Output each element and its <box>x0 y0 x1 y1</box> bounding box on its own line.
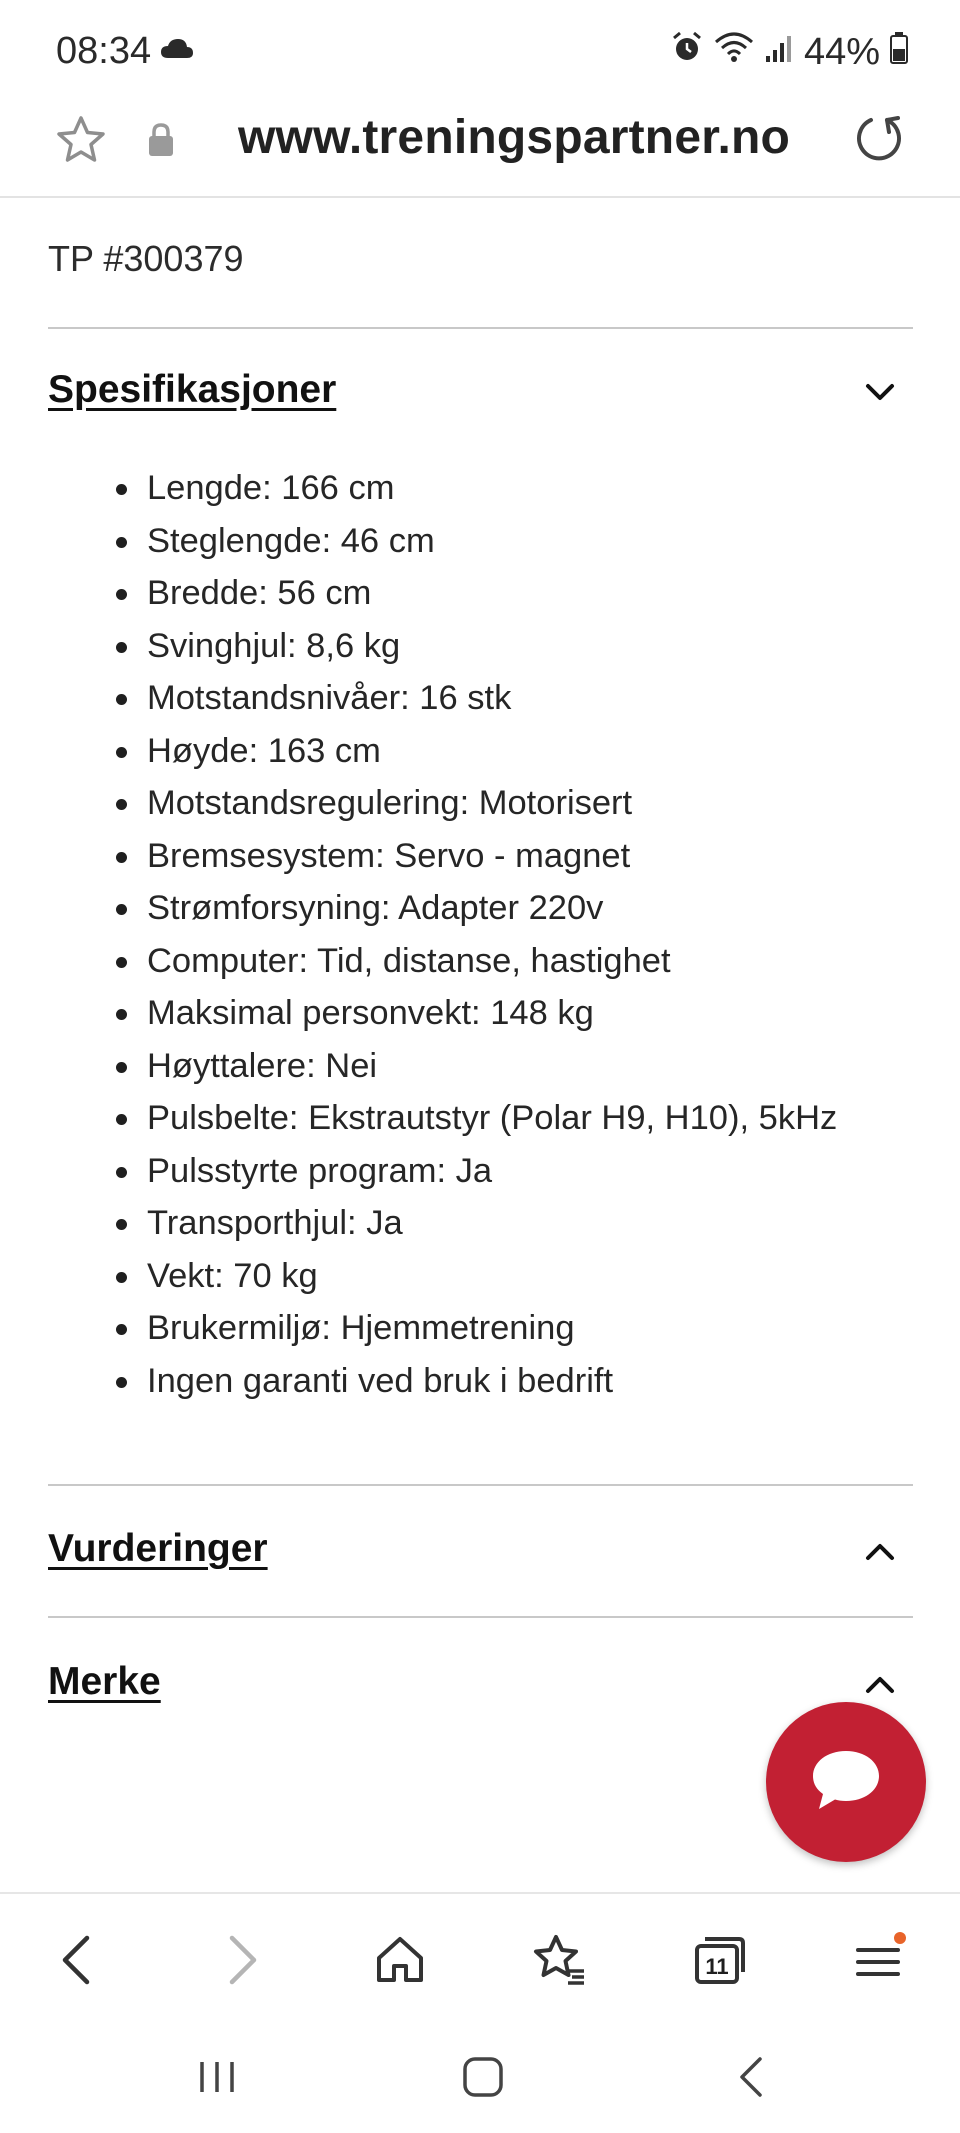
spec-item: Pulsbelte: Ekstrautstyr (Polar H9, H10), 5kHz <box>110 1092 837 1145</box>
battery-icon <box>890 31 908 74</box>
divider <box>48 1616 913 1618</box>
back-icon[interactable] <box>45 1928 109 1992</box>
bookmarks-icon[interactable] <box>528 1928 592 1992</box>
signal-icon <box>764 31 794 74</box>
spec-item: Motstandsnivåer: 16 stk <box>110 672 837 725</box>
home-icon[interactable] <box>368 1928 432 1992</box>
spec-list <box>110 462 837 1407</box>
chat-bubble-icon <box>809 1747 883 1818</box>
recent-apps-icon[interactable] <box>194 2054 240 2105</box>
chat-button[interactable] <box>766 1702 926 1862</box>
tabs-icon[interactable] <box>688 1928 752 1992</box>
bookmark-star-icon[interactable] <box>54 114 108 171</box>
spec-item: Svinghjul: 8,6 kg <box>110 620 837 673</box>
brand-section-title[interactable]: Merke <box>48 1660 161 1703</box>
product-sku: TP #300379 <box>48 238 244 279</box>
spec-item: Computer: Tid, distanse, hastighet <box>110 935 837 988</box>
spec-item: Lengde: 166 cm <box>110 462 837 515</box>
spec-item: Vekt: 70 kg <box>110 1250 837 1303</box>
menu-icon[interactable] <box>848 1928 912 1992</box>
lock-icon[interactable] <box>146 122 176 163</box>
status-icons <box>670 30 908 74</box>
specs-section-title[interactable]: Spesifikasjoner <box>48 368 337 411</box>
cloud-icon <box>160 38 194 65</box>
battery-percentage: 44% <box>803 30 880 73</box>
address-bar <box>0 104 960 198</box>
wifi-icon <box>714 30 754 74</box>
system-back-icon[interactable] <box>730 2054 776 2105</box>
divider <box>48 1484 913 1486</box>
forward-icon[interactable] <box>210 1928 274 1992</box>
status-time: 08:34 <box>56 30 152 72</box>
url-text[interactable]: www.treningspartner.no <box>238 111 791 164</box>
spec-item: Steglengde: 46 cm <box>110 515 837 568</box>
spec-item: Motstandsregulering: Motorisert <box>110 777 837 830</box>
spec-item: Høyde: 163 cm <box>110 725 837 778</box>
home-button-icon[interactable] <box>460 2054 506 2105</box>
chevron-up-icon[interactable] <box>862 1534 898 1575</box>
chevron-down-icon[interactable] <box>862 374 898 415</box>
browser-toolbar <box>0 1892 960 2034</box>
spec-item: Strømforsyning: Adapter 220v <box>110 882 837 935</box>
spec-item: Bremsesystem: Servo - magnet <box>110 830 837 883</box>
spec-item: Bredde: 56 cm <box>110 567 837 620</box>
spec-item: Transporthjul: Ja <box>110 1197 837 1250</box>
status-bar <box>0 0 960 104</box>
alarm-icon <box>670 30 704 74</box>
spec-item: Høyttalere: Nei <box>110 1040 837 1093</box>
system-nav-bar <box>0 2032 960 2133</box>
tabs-count: 11 <box>705 1954 729 1979</box>
spec-item: Brukermiljø: Hjemmetrening <box>110 1302 837 1355</box>
notification-dot <box>894 1932 906 1944</box>
reviews-section-title[interactable]: Vurderinger <box>48 1527 268 1570</box>
spec-item: Pulsstyrte program: Ja <box>110 1145 837 1198</box>
spec-item: Ingen garanti ved bruk i bedrift <box>110 1355 837 1408</box>
chevron-up-icon[interactable] <box>862 1667 898 1708</box>
spec-item: Maksimal personvekt: 148 kg <box>110 987 837 1040</box>
divider <box>48 327 913 329</box>
reload-icon[interactable] <box>852 112 906 171</box>
